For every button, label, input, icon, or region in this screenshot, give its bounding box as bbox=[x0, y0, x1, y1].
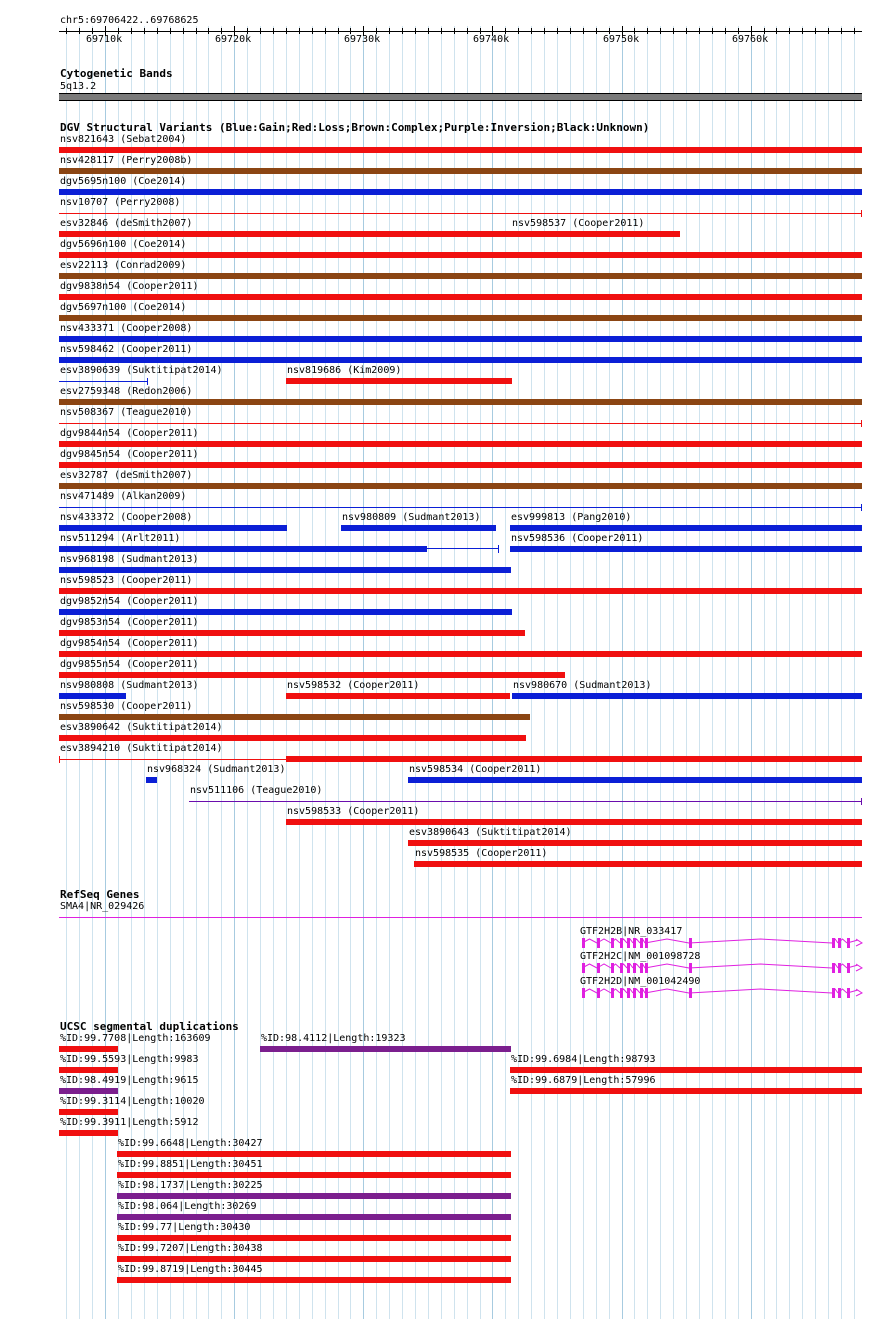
ruler-tick bbox=[208, 28, 209, 34]
segdup-bar[interactable] bbox=[510, 1067, 862, 1073]
variant-line[interactable] bbox=[59, 381, 148, 382]
segdup-label: %ID:99.3911|Length:5912 bbox=[60, 1117, 199, 1128]
variant-label: dgv5695n100 (Coe2014) bbox=[60, 176, 187, 187]
segdup-label: %ID:99.8719|Length:30445 bbox=[118, 1264, 263, 1275]
variant-bar[interactable] bbox=[286, 819, 862, 825]
variant-label: esv3894210 (Suktitipat2014) bbox=[60, 743, 223, 754]
variant-line-end-cap bbox=[147, 378, 148, 385]
gene-exon bbox=[627, 963, 630, 973]
gene-exon bbox=[611, 988, 614, 998]
variant-label: nsv968198 (Sudmant2013) bbox=[60, 554, 199, 565]
segdup-bar[interactable] bbox=[59, 1088, 118, 1094]
ruler-tick bbox=[570, 28, 571, 34]
gene-exon bbox=[627, 938, 630, 948]
ruler-tick-label: 69720k bbox=[215, 34, 252, 45]
segdup-label: %ID:99.77|Length:30430 bbox=[118, 1222, 251, 1233]
variant-label: esv3890642 (Suktitipat2014) bbox=[60, 722, 223, 733]
variant-bar[interactable] bbox=[59, 630, 525, 636]
grid-line bbox=[802, 26, 803, 1319]
track-title-segdups: UCSC segmental duplications bbox=[60, 1020, 239, 1033]
gene-exon bbox=[597, 963, 600, 973]
variant-label: nsv433372 (Cooper2008) bbox=[60, 512, 193, 523]
ruler-tick bbox=[441, 28, 442, 34]
ruler-tick bbox=[467, 28, 468, 34]
gene-label: GTF2H2C|NM_001098728 bbox=[580, 951, 701, 962]
segdup-bar[interactable] bbox=[117, 1172, 511, 1178]
gene-line[interactable] bbox=[59, 917, 862, 918]
variant-line-end-cap bbox=[861, 420, 862, 427]
gene-exon bbox=[832, 938, 835, 948]
ruler-axis bbox=[59, 31, 862, 32]
variant-line-end-cap bbox=[861, 210, 862, 217]
variant-label: dgv9852n54 (Cooper2011) bbox=[60, 596, 199, 607]
segdup-bar[interactable] bbox=[117, 1214, 511, 1220]
ruler-tick bbox=[325, 28, 326, 34]
variant-label: dgv9853n54 (Cooper2011) bbox=[60, 617, 199, 628]
variant-bar[interactable] bbox=[59, 651, 862, 657]
variant-label: nsv511106 (Teague2010) bbox=[190, 785, 323, 796]
variant-label: esv22113 (Conrad2009) bbox=[60, 260, 187, 271]
gene-exon bbox=[847, 988, 850, 998]
variant-bar[interactable] bbox=[59, 567, 511, 573]
variant-bar[interactable] bbox=[59, 189, 862, 195]
grid-line bbox=[776, 26, 777, 1319]
grid-line bbox=[686, 26, 687, 1319]
segdup-label: %ID:99.3114|Length:10020 bbox=[60, 1096, 205, 1107]
segdup-label: %ID:99.6984|Length:98793 bbox=[511, 1054, 656, 1065]
variant-line-start-cap bbox=[59, 756, 60, 763]
grid-line bbox=[660, 26, 661, 1319]
grid-line bbox=[789, 26, 790, 1319]
variant-line[interactable] bbox=[189, 801, 862, 802]
variant-label: esv3890643 (Suktitipat2014) bbox=[409, 827, 572, 838]
gene-exon bbox=[645, 988, 648, 998]
variant-bar[interactable] bbox=[286, 756, 862, 762]
gene-exon bbox=[832, 988, 835, 998]
ruler-tick bbox=[312, 28, 313, 34]
segdup-bar[interactable] bbox=[59, 1130, 118, 1136]
variant-label: nsv598532 (Cooper2011) bbox=[287, 680, 420, 691]
variant-bar[interactable] bbox=[59, 483, 862, 489]
variant-line[interactable] bbox=[59, 213, 862, 214]
ruler-tick bbox=[557, 28, 558, 34]
gene-model[interactable] bbox=[582, 986, 864, 1000]
gene-exon bbox=[611, 963, 614, 973]
gene-label: GTF2H2B|NR_033417 bbox=[580, 926, 683, 937]
gene-exon bbox=[633, 963, 636, 973]
variant-label: nsv598535 (Cooper2011) bbox=[415, 848, 548, 859]
gene-intron-path bbox=[582, 939, 862, 946]
variant-label: dgv9855n54 (Cooper2011) bbox=[60, 659, 199, 670]
gene-exon bbox=[597, 938, 600, 948]
ruler-tick bbox=[157, 28, 158, 34]
variant-line-end-cap bbox=[861, 798, 862, 805]
ruler-tick bbox=[518, 28, 519, 34]
variant-label: nsv598534 (Cooper2011) bbox=[409, 764, 542, 775]
variant-bar[interactable] bbox=[59, 147, 862, 153]
ruler-tick bbox=[686, 28, 687, 34]
gene-exon bbox=[620, 938, 623, 948]
variant-bar[interactable] bbox=[59, 399, 862, 405]
variant-label: nsv511294 (Arlt2011) bbox=[60, 533, 181, 544]
grid-line bbox=[854, 26, 855, 1319]
variant-label: esv32846 (deSmith2007) bbox=[60, 218, 193, 229]
variant-bar[interactable] bbox=[59, 252, 862, 258]
segdup-label: %ID:99.6879|Length:57996 bbox=[511, 1075, 656, 1086]
gene-exon bbox=[611, 938, 614, 948]
gene-exon bbox=[582, 988, 585, 998]
gene-intron-path bbox=[582, 964, 862, 971]
ruler-tick bbox=[660, 28, 661, 34]
gene-model[interactable] bbox=[582, 936, 864, 950]
gene-exon bbox=[633, 988, 636, 998]
variant-bar[interactable] bbox=[414, 861, 862, 867]
variant-label: dgv5696n100 (Coe2014) bbox=[60, 239, 187, 250]
variant-label: nsv598536 (Cooper2011) bbox=[511, 533, 644, 544]
gene-label: GTF2H2D|NM_001042490 bbox=[580, 976, 701, 987]
grid-line bbox=[673, 26, 674, 1319]
variant-bar[interactable] bbox=[286, 693, 510, 699]
variant-label: nsv508367 (Teague2010) bbox=[60, 407, 193, 418]
gene-exon bbox=[689, 963, 692, 973]
variant-label: dgv9854n54 (Cooper2011) bbox=[60, 638, 199, 649]
variant-label: esv3890639 (Suktitipat2014) bbox=[60, 365, 223, 376]
variant-bar[interactable] bbox=[408, 777, 862, 783]
grid-line bbox=[712, 26, 713, 1319]
variant-label: nsv980809 (Sudmant2013) bbox=[342, 512, 481, 523]
ruler-tick bbox=[725, 28, 726, 34]
gene-exon bbox=[847, 963, 850, 973]
variant-label: nsv819686 (Kim2009) bbox=[287, 365, 402, 376]
variant-bar[interactable] bbox=[59, 525, 287, 531]
variant-bar[interactable] bbox=[59, 735, 526, 741]
grid-line bbox=[647, 26, 648, 1319]
grid-line bbox=[699, 26, 700, 1319]
ruler-tick bbox=[196, 28, 197, 34]
gene-exon bbox=[633, 938, 636, 948]
ruler-tick bbox=[789, 28, 790, 34]
gene-model[interactable] bbox=[582, 961, 864, 975]
ruler-tick bbox=[402, 28, 403, 34]
ruler-tick bbox=[299, 28, 300, 34]
variant-label: nsv10707 (Perry2008) bbox=[60, 197, 181, 208]
segdup-label: %ID:98.4112|Length:19323 bbox=[261, 1033, 406, 1044]
variant-label: dgv9845n54 (Cooper2011) bbox=[60, 449, 199, 460]
gene-exon bbox=[689, 988, 692, 998]
variant-line[interactable] bbox=[59, 507, 862, 508]
ruler-tick bbox=[828, 28, 829, 34]
gene-exon bbox=[645, 963, 648, 973]
gene-exon bbox=[847, 938, 850, 948]
variant-label: nsv598523 (Cooper2011) bbox=[60, 575, 193, 586]
ruler-tick-label: 69710k bbox=[86, 34, 123, 45]
grid-line bbox=[841, 26, 842, 1319]
variant-label: esv32787 (deSmith2007) bbox=[60, 470, 193, 481]
ruler-tick bbox=[841, 28, 842, 34]
variant-bar[interactable] bbox=[59, 315, 862, 321]
segdup-label: %ID:98.4919|Length:9615 bbox=[60, 1075, 199, 1086]
ruler-tick bbox=[544, 28, 545, 34]
variant-bar[interactable] bbox=[341, 525, 496, 531]
variant-bar[interactable] bbox=[59, 231, 511, 237]
gene-exon bbox=[627, 988, 630, 998]
gene-exon bbox=[620, 988, 623, 998]
ruler-tick bbox=[273, 28, 274, 34]
variant-label: nsv968324 (Sudmant2013) bbox=[147, 764, 286, 775]
ruler-tick-label: 69740k bbox=[473, 34, 510, 45]
segdup-bar[interactable] bbox=[117, 1193, 511, 1199]
ruler-tick bbox=[712, 28, 713, 34]
segdup-label: %ID:99.5593|Length:9983 bbox=[60, 1054, 199, 1065]
gene-exon bbox=[640, 938, 643, 948]
variant-line[interactable] bbox=[59, 423, 862, 424]
ruler-tick bbox=[170, 28, 171, 34]
variant-label: nsv980808 (Sudmant2013) bbox=[60, 680, 199, 691]
gene-exon bbox=[582, 938, 585, 948]
ruler-tick bbox=[583, 28, 584, 34]
variant-label: nsv821643 (Sebat2004) bbox=[60, 134, 187, 145]
ruler-tick-label: 69760k bbox=[732, 34, 769, 45]
cytoband-bar[interactable] bbox=[59, 93, 862, 101]
grid-line bbox=[725, 26, 726, 1319]
grid-line bbox=[751, 26, 752, 1319]
grid-line bbox=[815, 26, 816, 1319]
ruler-tick bbox=[531, 28, 532, 34]
gene-intron-path bbox=[582, 989, 862, 996]
segdup-label: %ID:99.7207|Length:30438 bbox=[118, 1243, 263, 1254]
variant-label: esv999813 (Pang2010) bbox=[511, 512, 632, 523]
gene-exon bbox=[689, 938, 692, 948]
variant-label: nsv433371 (Cooper2008) bbox=[60, 323, 193, 334]
ruler-tick bbox=[854, 28, 855, 34]
variant-bar[interactable] bbox=[59, 546, 427, 552]
ruler-tick bbox=[79, 28, 80, 34]
ruler-tick bbox=[673, 28, 674, 34]
variant-label: nsv598537 (Cooper2011) bbox=[512, 218, 645, 229]
variant-bar[interactable] bbox=[59, 672, 565, 678]
segdup-label: %ID:98.1737|Length:30225 bbox=[118, 1180, 263, 1191]
variant-label: nsv598462 (Cooper2011) bbox=[60, 344, 193, 355]
variant-bar-tail[interactable] bbox=[427, 548, 498, 549]
track-title-cytobands: Cytogenetic Bands bbox=[60, 67, 173, 80]
ruler-tick bbox=[338, 28, 339, 34]
ruler-tick bbox=[131, 28, 132, 34]
variant-bar[interactable] bbox=[512, 693, 862, 699]
ruler-tick bbox=[415, 28, 416, 34]
ruler-tick bbox=[66, 28, 67, 34]
segdup-bar[interactable] bbox=[117, 1256, 511, 1262]
grid-line bbox=[828, 26, 829, 1319]
ruler-tick bbox=[815, 28, 816, 34]
variant-bar[interactable] bbox=[59, 294, 862, 300]
variant-label: dgv5697n100 (Coe2014) bbox=[60, 302, 187, 313]
variant-bar[interactable] bbox=[59, 441, 862, 447]
gene-exon bbox=[838, 938, 841, 948]
gene-exon bbox=[838, 988, 841, 998]
gene-exon bbox=[645, 938, 648, 948]
variant-bar[interactable] bbox=[510, 546, 862, 552]
segdup-label: %ID:99.7708|Length:163609 bbox=[60, 1033, 211, 1044]
variant-bar[interactable] bbox=[59, 588, 862, 594]
segdup-bar[interactable] bbox=[59, 1046, 118, 1052]
gene-exon bbox=[640, 963, 643, 973]
variant-bar[interactable] bbox=[286, 378, 512, 384]
variant-bar[interactable] bbox=[59, 693, 126, 699]
segdup-bar[interactable] bbox=[260, 1046, 511, 1052]
variant-bar[interactable] bbox=[59, 336, 862, 342]
ruler-tick-label: 69730k bbox=[344, 34, 381, 45]
ruler-tick bbox=[389, 28, 390, 34]
segdup-bar[interactable] bbox=[59, 1067, 118, 1073]
ruler-tick bbox=[776, 28, 777, 34]
variant-line[interactable] bbox=[59, 759, 286, 760]
segdup-label: %ID:99.6648|Length:30427 bbox=[118, 1138, 263, 1149]
variant-bar[interactable] bbox=[59, 714, 530, 720]
gene-exon bbox=[582, 963, 585, 973]
ruler-tick bbox=[260, 28, 261, 34]
segdup-label: %ID:98.064|Length:30269 bbox=[118, 1201, 257, 1212]
variant-bar[interactable] bbox=[59, 273, 862, 279]
gene-exon bbox=[640, 988, 643, 998]
gene-exon bbox=[620, 963, 623, 973]
ruler-location: chr5:69706422..69768625 bbox=[60, 15, 199, 26]
variant-label: esv2759348 (Redon2006) bbox=[60, 386, 193, 397]
ruler-tick bbox=[286, 28, 287, 34]
variant-label: dgv9838n54 (Cooper2011) bbox=[60, 281, 199, 292]
variant-bar[interactable] bbox=[408, 840, 862, 846]
gene-label: SMA4|NR_029426 bbox=[60, 901, 145, 912]
track-title-dgv: DGV Structural Variants (Blue:Gain;Red:Loss;Brown:Complex;Purple:Inversion;Black:Unknown) bbox=[60, 121, 650, 134]
ruler-tick bbox=[802, 28, 803, 34]
segdup-bar[interactable] bbox=[117, 1277, 511, 1283]
variant-bar[interactable] bbox=[59, 168, 862, 174]
grid-line bbox=[738, 26, 739, 1319]
grid-line bbox=[764, 26, 765, 1319]
ruler-tick bbox=[454, 28, 455, 34]
variant-label: nsv428117 (Perry2008b) bbox=[60, 155, 193, 166]
variant-line-end-cap bbox=[861, 504, 862, 511]
ruler-tick bbox=[647, 28, 648, 34]
variant-label: nsv598533 (Cooper2011) bbox=[287, 806, 420, 817]
ruler-tick bbox=[183, 28, 184, 34]
segdup-label: %ID:99.8851|Length:30451 bbox=[118, 1159, 263, 1170]
variant-bar-end-cap bbox=[498, 545, 499, 553]
variant-bar[interactable] bbox=[59, 357, 862, 363]
ruler-tick bbox=[144, 28, 145, 34]
segdup-bar[interactable] bbox=[59, 1109, 118, 1115]
variant-bar[interactable] bbox=[510, 525, 862, 531]
variant-label: nsv598530 (Cooper2011) bbox=[60, 701, 193, 712]
gene-exon bbox=[832, 963, 835, 973]
segdup-bar[interactable] bbox=[117, 1235, 511, 1241]
ruler-tick-label: 69750k bbox=[603, 34, 640, 45]
variant-bar[interactable] bbox=[59, 609, 512, 615]
segdup-bar[interactable] bbox=[117, 1151, 511, 1157]
cytoband-label: 5q13.2 bbox=[60, 81, 97, 92]
variant-label: nsv471489 (Alkan2009) bbox=[60, 491, 187, 502]
ruler-tick bbox=[596, 28, 597, 34]
ruler-tick bbox=[699, 28, 700, 34]
variant-bar[interactable] bbox=[146, 777, 157, 783]
variant-bar[interactable] bbox=[59, 462, 862, 468]
track-title-refseq: RefSeq Genes bbox=[60, 888, 140, 901]
segdup-bar[interactable] bbox=[510, 1088, 862, 1094]
variant-label: nsv980670 (Sudmant2013) bbox=[513, 680, 652, 691]
ruler-tick bbox=[428, 28, 429, 34]
gene-exon bbox=[838, 963, 841, 973]
variant-bar[interactable] bbox=[511, 231, 680, 237]
gene-exon bbox=[597, 988, 600, 998]
variant-label: dgv9844n54 (Cooper2011) bbox=[60, 428, 199, 439]
